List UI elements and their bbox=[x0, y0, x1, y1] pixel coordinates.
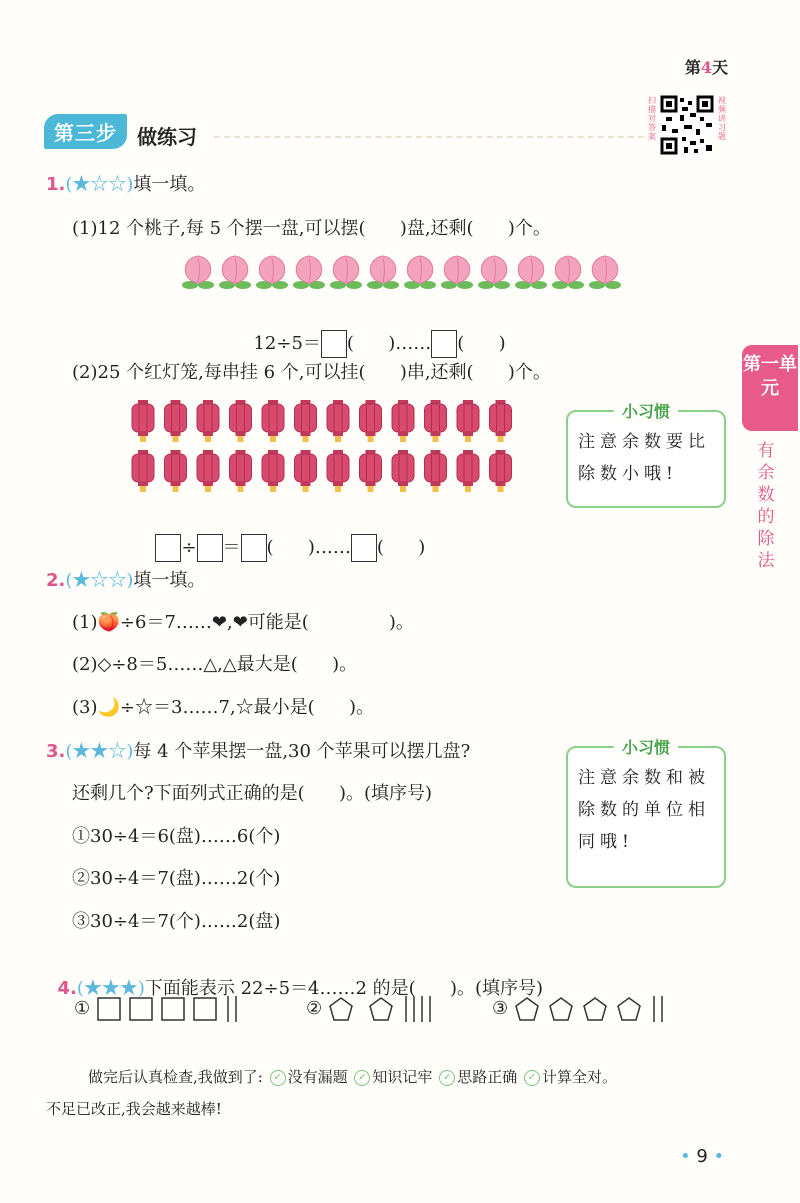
lantern-icon bbox=[165, 400, 187, 442]
answer-box[interactable] bbox=[155, 534, 181, 562]
lantern-icon bbox=[197, 450, 219, 492]
peach-icon bbox=[219, 256, 251, 289]
page-number: • 9 • bbox=[680, 1146, 725, 1167]
lantern-icon bbox=[425, 400, 447, 442]
question-2-header: 2.(★☆☆)填一填。 bbox=[46, 570, 206, 591]
difficulty-stars: (★★☆) bbox=[65, 741, 134, 762]
answer-box[interactable] bbox=[431, 330, 457, 358]
lantern-icon bbox=[425, 450, 447, 492]
lantern-icon bbox=[392, 450, 414, 492]
question-2-part-1: (1)🍑÷6＝7……❤,❤可能是( )。 bbox=[72, 612, 414, 633]
question-2-part-3: (3)🌙÷☆＝3……7,☆最小是( )。 bbox=[72, 697, 374, 718]
question-1-part-1: (1)12 个桃子,每 5 个摆一盘,可以摆( )盘,还剩( )个。 bbox=[72, 218, 551, 239]
lantern-icon bbox=[132, 450, 154, 492]
equation-2: ÷ ＝ ( )…… ( ) bbox=[144, 512, 425, 562]
q4-option-2[interactable]: ② bbox=[306, 996, 458, 1022]
question-3-line-2: 还剩几个?下面列式正确的是( )。(填序号) bbox=[72, 783, 433, 804]
question-4-header: 4.(★★★)下面能表示 22÷5＝4……2 的是( )。(填序号) bbox=[57, 978, 544, 999]
option-3: ③30÷4＝7(个)……2(盘) bbox=[72, 911, 281, 932]
lantern-icon bbox=[457, 450, 479, 492]
step-title: 做练习 bbox=[137, 125, 197, 149]
peach-icon bbox=[330, 256, 362, 289]
difficulty-stars: (★☆☆) bbox=[65, 570, 134, 591]
lantern-icon bbox=[327, 450, 349, 492]
self-check-line-1: 做完后认真检查,我做到了: ✓ 没有漏题 ✓ 知识记牢 ✓ 思路正确 ✓ 计算全对。 bbox=[88, 1068, 618, 1086]
difficulty-stars: (★★★) bbox=[76, 978, 145, 999]
qr-caption-left: 扫描对答案 bbox=[648, 96, 656, 141]
lantern-icon bbox=[490, 400, 512, 442]
unit-tab: 第一单元 bbox=[742, 345, 798, 431]
lantern-grid bbox=[128, 398, 548, 502]
lantern-icon bbox=[197, 400, 219, 442]
equation-1: 12÷5＝ ( )…… ( ) bbox=[242, 308, 506, 358]
peach-icon bbox=[589, 256, 621, 289]
habit-box-1: 小习惯 注意余数要比除数小哦! bbox=[566, 410, 726, 508]
section-header bbox=[44, 114, 644, 149]
peach-icon bbox=[182, 256, 214, 289]
step-label: 第三步 bbox=[44, 114, 127, 149]
option-2: ②30÷4＝7(盘)……2(个) bbox=[72, 868, 281, 889]
lantern-icon bbox=[327, 400, 349, 442]
lantern-icon bbox=[262, 400, 284, 442]
checkbox-icon[interactable]: ✓ bbox=[354, 1070, 370, 1086]
answer-box[interactable] bbox=[241, 534, 267, 562]
peach-icon bbox=[256, 256, 288, 289]
checkbox-icon[interactable]: ✓ bbox=[439, 1070, 455, 1086]
unit-topic: 有余数的除法 bbox=[757, 441, 775, 571]
peach-icon bbox=[441, 256, 473, 289]
question-2-part-2: (2)◇÷8＝5……△,△最大是( )。 bbox=[72, 654, 358, 675]
lantern-icon bbox=[295, 400, 317, 442]
q4-option-3[interactable]: ③ bbox=[492, 996, 674, 1022]
lantern-icon bbox=[262, 450, 284, 492]
qr-code-icon[interactable] bbox=[660, 95, 714, 155]
peach-icon bbox=[515, 256, 547, 289]
lantern-icon bbox=[230, 450, 252, 492]
question-1-header: 1.(★☆☆)填一填。 bbox=[46, 174, 206, 195]
answer-box[interactable] bbox=[321, 330, 347, 358]
peach-icon bbox=[404, 256, 436, 289]
peach-icon bbox=[367, 256, 399, 289]
lantern-icon bbox=[230, 400, 252, 442]
self-check-line-2: 不足已改正,我会越来越棒! bbox=[46, 1100, 222, 1118]
checkbox-icon[interactable]: ✓ bbox=[524, 1070, 540, 1086]
checkbox-icon[interactable]: ✓ bbox=[270, 1070, 286, 1086]
difficulty-stars: (★☆☆) bbox=[65, 174, 134, 195]
lantern-icon bbox=[490, 450, 512, 492]
peach-icon bbox=[552, 256, 584, 289]
peach-icon bbox=[478, 256, 510, 289]
habit-box-2: 小习惯 注意余数和被除数的单位相同哦! bbox=[566, 746, 726, 888]
lantern-icon bbox=[132, 400, 154, 442]
option-1: ①30÷4＝6(盘)……6(个) bbox=[72, 826, 281, 847]
answer-box[interactable] bbox=[197, 534, 223, 562]
lantern-icon bbox=[360, 450, 382, 492]
lantern-icon bbox=[165, 450, 187, 492]
peach-icon bbox=[293, 256, 325, 289]
answer-box[interactable] bbox=[351, 534, 377, 562]
question-3-header: 3.(★★☆)每 4 个苹果摆一盘,30 个苹果可以摆几盘? bbox=[46, 741, 471, 762]
day-label: 第4天 bbox=[684, 58, 728, 77]
q4-option-1[interactable]: ① bbox=[74, 996, 246, 1022]
question-1-part-2: (2)25 个红灯笼,每串挂 6 个,可以挂( )串,还剩( )个。 bbox=[72, 362, 551, 383]
lantern-icon bbox=[360, 400, 382, 442]
lantern-icon bbox=[392, 400, 414, 442]
peach-row bbox=[180, 252, 630, 296]
lantern-icon bbox=[295, 450, 317, 492]
qr-caption-right: 视频讲习题 bbox=[718, 96, 726, 141]
lantern-icon bbox=[457, 400, 479, 442]
